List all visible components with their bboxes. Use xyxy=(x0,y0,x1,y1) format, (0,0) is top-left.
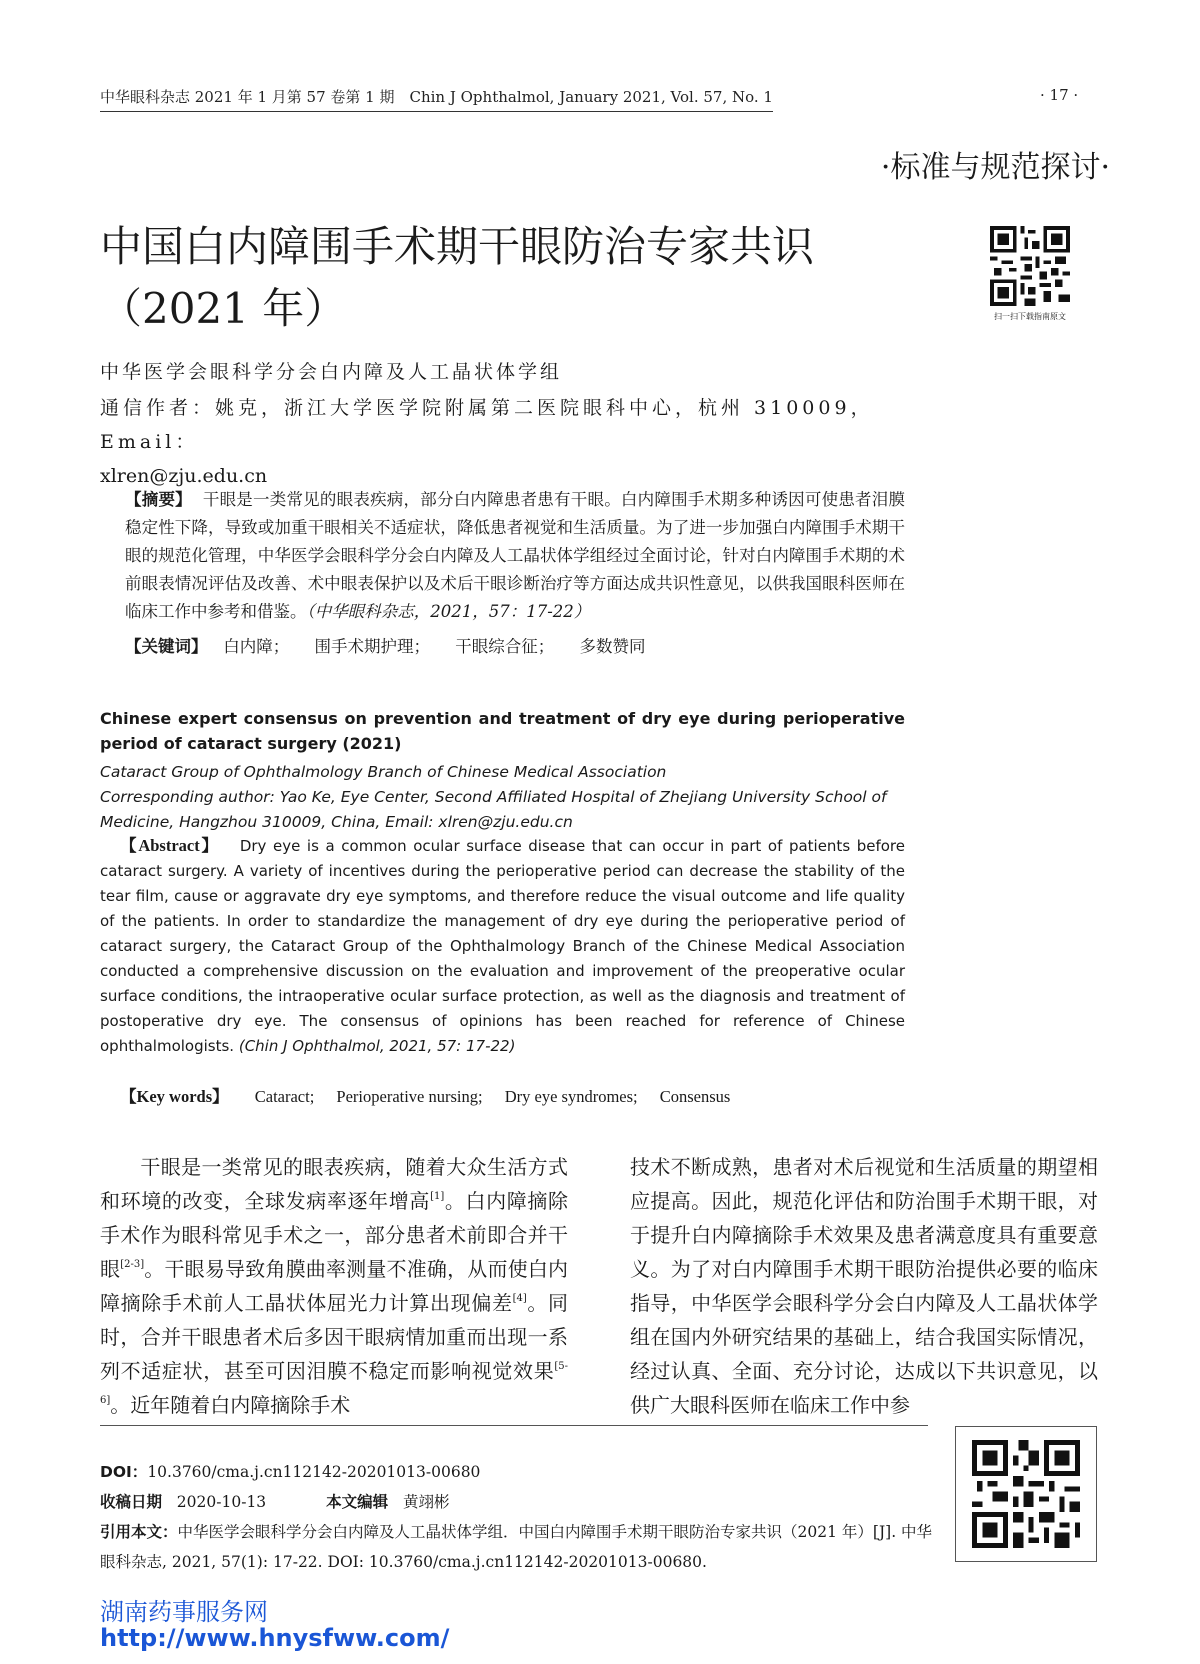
title-line-1: 中国白内障围手术期干眼防治专家共识 xyxy=(100,222,815,271)
citation-ref[interactable]: [1] xyxy=(430,1191,445,1202)
doi-value[interactable]: 10.3760/cma.j.cn112142-20201013-00680 xyxy=(147,1463,481,1481)
citation-ref[interactable]: [5-6] xyxy=(100,1361,568,1406)
received-label: 收稿日期 xyxy=(100,1493,163,1511)
footer-info xyxy=(100,1457,940,1577)
cn-abstract-citation: （中华眼科杂志，2021，57：17-22） xyxy=(306,602,591,621)
en-group: Cataract Group of Ophthalmology Branch of Chinese Medical Association xyxy=(100,763,667,781)
cn-keywords-label: 【关键词】 xyxy=(125,637,208,656)
corresponding-author xyxy=(100,391,920,493)
section-label: ·标准与规范探讨· xyxy=(880,150,1110,185)
author-group-cn: 中华医学会眼科学分会白内障及人工晶状体学组 xyxy=(100,361,563,383)
en-corresponding: Corresponding author: Yao Ke, Eye Center, Second Affiliated Hospital of Zhejiang University School of Medicine, Hangzhou 310009, China, Email: xlren@zju.edu.cn xyxy=(100,788,887,831)
body-text: 。干眼易导致角膜曲率测量不准确，从而使白内障摘除手术前人工晶状体屈光力计算出现偏差 xyxy=(100,1257,569,1315)
cn-keyword: 干眼综合征； xyxy=(455,637,555,656)
en-abstract xyxy=(100,833,905,1059)
en-authors xyxy=(100,760,905,835)
watermark-url[interactable]: http://www.hnysfww.com/ xyxy=(100,1624,450,1652)
en-abstract-text: Dry eye is a common ocular surface disease that can occur in part of patients before cataract surgery. A variety of incentives during the perioperative period can decrease the stability of the tear film, cause or aggravate dry eye symptoms, and therefore reduce the visual outcome and life quality of the patients. In order to standardize the management of dry eye during the perioperative period of cataract surgery, the Cataract Group of the Ophthalmology Branch of the Chinese Medical Association conducted a comprehensive discussion on the evaluation and improvement of the preoperative ocular surface conditions, the intraoperative ocular surface protection, as well as the diagnosis and treatment of postoperative dry eye. The consensus of opinions has been reached for reference of Chinese ophthalmologists. xyxy=(100,837,905,1055)
article-title xyxy=(100,216,920,340)
corresponding-email[interactable]: xlren@zju.edu.cn xyxy=(100,465,268,487)
citation-ref[interactable]: [4] xyxy=(512,1293,527,1304)
body-column-right: 技术不断成熟，患者对术后视觉和生活质量的期望相应提高。因此，规范化评估和防治围手术期干眼，对于提升白内障摘除手术效果及患者满意度具有重要意义。为了对白内障围手术期干眼防治提供必要的临床指导，中华医学会眼科学分会白内障及人工晶状体学组在国内外研究结果的基础上，结合我国实际情况，经过认真、全面、充分讨论，达成以下共识意见，以供广大眼科医师在临床工作中参 xyxy=(630,1155,1098,1417)
editor-label: 本文编辑 xyxy=(326,1493,389,1511)
en-abstract-label: 【Abstract】 xyxy=(120,836,220,855)
en-keyword: Cataract; xyxy=(254,1087,315,1106)
doi-line xyxy=(100,1457,940,1487)
citation-ref[interactable]: [2-3] xyxy=(120,1259,145,1270)
body-text: 。白内障摘除手术作为眼科常见手术之一，部分患者术前即合并干眼 xyxy=(100,1189,569,1281)
en-keywords-label: 【Key words】 xyxy=(120,1087,229,1106)
watermark-site-name: 湖南药事服务网 xyxy=(100,1598,268,1626)
en-abstract-citation: (Chin J Ophthalmol, 2021, 57: 17-22) xyxy=(238,1037,516,1055)
page-number: · 17 · xyxy=(1040,86,1079,104)
qr-code-icon[interactable] xyxy=(955,1426,1097,1562)
received-date: 2020-10-13 xyxy=(176,1493,267,1511)
body-text: 。同时，合并干眼患者术后多因干眼病情加重而出现一系列不适症状，甚至可因泪膜不稳定而影响视觉效果 xyxy=(100,1291,569,1383)
cite-label: 引用本文： xyxy=(100,1523,178,1541)
cn-keywords xyxy=(125,633,905,661)
body-text: 。近年随着白内障摘除手术 xyxy=(110,1393,351,1417)
cn-keyword: 围手术期护理； xyxy=(314,637,430,656)
running-head: 中华眼科杂志 2021 年 1 月第 57 卷第 1 期 Chin J Ophthalmol, January 2021, Vol. 57, No. 1 xyxy=(100,86,773,112)
en-keyword: Perioperative nursing; xyxy=(336,1087,483,1106)
cn-keyword: 多数赞同 xyxy=(579,637,646,656)
en-keywords xyxy=(100,1083,905,1107)
footer-divider xyxy=(100,1425,928,1426)
body-column-left xyxy=(100,1150,568,1422)
doi-label: DOI： xyxy=(100,1463,148,1481)
body-text: 干眼是一类常见的眼表疾病，随着大众生活方式和环境的改变，全球发病率逐年增高 xyxy=(100,1155,568,1213)
cn-abstract-text: 干眼是一类常见的眼表疾病，部分白内障患者患有干眼。白内障围手术期多种诱因可使患者泪膜稳定性下降，导致或加重干眼相关不适症状，降低患者视觉和生活质量。为了进一步加强白内障围手术期干眼的规范化管理，中华医学会眼科学分会白内障及人工晶状体学组经过全面讨论，针对白内障围手术期的术前眼表情况评估及改善、术中眼表保护以及术后干眼诊断治疗等方面达成共识性意见，以供我国眼科医师在临床工作中参考和借鉴。 xyxy=(125,490,906,621)
cn-keyword: 白内障； xyxy=(223,637,290,656)
title-line-2: （2021 年） xyxy=(100,284,347,333)
editor-name: 黄翊彬 xyxy=(402,1493,450,1511)
cite-line xyxy=(100,1517,940,1577)
cite-text: 中华医学会眼科学分会白内障及人工晶状体学组．中国白内障围手术期干眼防治专家共识（2021 年）[J]. 中华眼科杂志, 2021, 57(1): 17-22. DOI: 10.3760/cma.j.cn112142-20201013-00680. xyxy=(100,1523,933,1571)
qr-code-icon[interactable] xyxy=(990,226,1070,306)
qr-caption: 扫一扫下载指南原文 xyxy=(994,312,1066,321)
received-line xyxy=(100,1487,940,1517)
en-title: Chinese expert consensus on prevention and treatment of dry eye during perioperative period of cataract surgery (2021) xyxy=(100,709,905,753)
en-keyword: Consensus xyxy=(659,1087,731,1106)
corresponding-author-cn: 通信作者：姚克，浙江大学医学院附属第二医院眼科中心，杭州 310009，Email： xyxy=(100,397,874,453)
cn-abstract xyxy=(125,486,905,626)
en-keyword: Dry eye syndromes; xyxy=(504,1087,638,1106)
cn-abstract-label: 【摘要】 xyxy=(125,490,192,509)
